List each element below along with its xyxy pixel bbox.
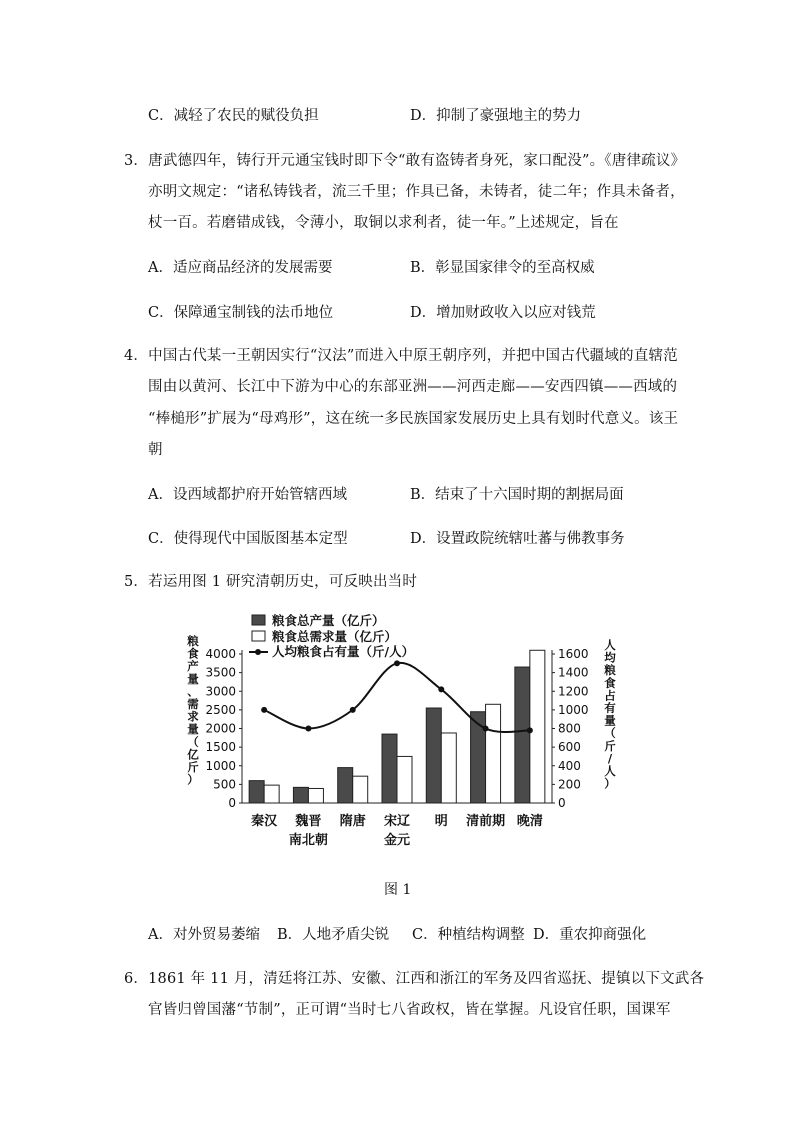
left-axis-label: 求 [187,709,199,724]
q4-stem-line-2: 围由以黄河、长江中下游为中心的东部亚洲——河西走廊——安西四镇——西域的 [148,379,678,395]
bar-production [515,667,530,803]
category-label: 宋辽 [383,814,411,829]
per-capita-point [438,686,444,692]
q3-stem-line-1: 3．唐武德四年，铸行开元通宝钱时即下令“敢有盗铸者身死，家口配没”。《唐律疏议》 [124,153,686,169]
q4-option-b: B．结束了十六国时期的割据局面 [410,487,624,503]
per-capita-point [350,707,356,713]
bar-demand [486,704,501,803]
bar-production [471,712,486,803]
q4-stem-line-4: 朝 [148,442,163,458]
legend-swatch-production [252,615,265,625]
left-axis-label: 亿 [187,747,199,762]
right-axis-label: 人 [604,764,616,778]
right-axis-tick-label: 200 [558,777,581,792]
left-axis-tick-label: 3500 [205,665,236,680]
right-axis-label: 有 [604,701,616,715]
right-axis-label: 食 [604,675,616,690]
right-axis-tick-label: 0 [558,796,566,810]
left-axis-tick-label: 4000 [205,647,236,661]
q3-option-b: B．彰显国家律令的至高权威 [410,260,595,276]
right-axis-label: 粮 [604,663,616,678]
bar-demand [397,756,412,803]
category-label: 秦汉 [251,814,278,829]
q3-stem-line-2: 亦明文规定：“诸私铸钱者，流三千里；作具已备，未铸者，徒二年；作具未备者， [148,184,685,200]
q3-option-c: C．保障通宝制钱的法币地位 [148,305,334,321]
left-axis-label: 产 [187,659,199,674]
right-axis-label: 人 [604,638,616,652]
q4-option-a: A．设西域都护府开始管辖西域 [148,487,347,503]
per-capita-point [527,727,533,733]
category-label: 隋唐 [339,814,366,829]
bar-demand [353,776,368,803]
bar-production [382,734,397,803]
bar-demand [441,733,456,803]
right-axis-label: 斤 [604,738,616,753]
q3-option-a: A．适应商品经济的发展需要 [148,260,333,276]
left-axis-label: ） [187,772,199,787]
q4-option-c: C．使得现代中国版图基本定型 [148,531,348,547]
bar-production [293,787,308,803]
legend-swatch-point [255,649,261,655]
legend-label-production: 粮食总产量（亿斤） [272,613,385,628]
left-axis-tick-label: 1500 [205,740,236,755]
q4-stem-line-3: “棒槌形”扩展为“母鸡形”，这在统一多民族国家发展历史上具有划时代意义。该王 [148,411,679,427]
right-axis-label: / [607,751,613,766]
legend-swatch-demand [252,631,265,641]
q6-stem-line-1: 6．1861 年 11 月，清廷将江苏、安徽、江西和浙江的军务及四省巡抚、提镇以下文武各 [124,971,705,987]
category-label: 晚清 [516,814,543,829]
left-axis-label: 食 [187,646,199,661]
bar-production [426,708,441,803]
left-axis-label: 粮 [187,634,199,648]
bar-production [249,781,264,803]
right-axis-label: 均 [604,650,616,665]
category-label: 清前期 [466,814,506,829]
right-axis-tick-label: 1400 [558,665,589,680]
right-axis-tick-label: 1600 [558,647,589,661]
q2-option-c: C．减轻了农民的赋役负担 [148,108,319,124]
per-capita-point [394,660,400,666]
left-axis-label: 、 [187,684,199,699]
q6-stem-line-2: 官皆归曾国藩“节制”，正可谓“当时七八省政权，皆在掌握。凡设官任职，国课军 [148,1002,671,1018]
figure-1-chart [0,605,794,865]
legend-label-demand: 粮食总需求量（亿斤） [272,629,398,644]
left-axis-tick-label: 2500 [205,702,236,717]
bar-demand [530,650,545,803]
bar-production [338,768,353,803]
q3-stem-line-3: 杖一百。若磨错成钱，令薄小，取铜以求利者，徒一年。”上述规定，旨在 [148,215,619,231]
q5-option-a: A．对外贸易萎缩 [148,927,260,943]
left-axis-tick-label: 3000 [205,684,236,699]
left-axis-label: 量 [187,671,199,686]
right-axis-tick-label: 600 [558,740,581,755]
category-label: 金元 [383,833,411,848]
left-axis-tick-label: 2000 [205,721,236,736]
q5-option-d: D．重农抑商强化 [533,927,647,943]
per-capita-point [305,726,311,732]
right-axis-label: （ [604,726,616,741]
q5-option-c: C．种植结构调整 [412,927,525,943]
right-axis-label: ） [604,776,616,791]
left-axis-tick-label: 500 [213,777,236,792]
left-axis-tick-label: 1000 [205,758,236,773]
right-axis-label: 占 [604,688,616,703]
q5-option-b: B．人地矛盾尖锐 [277,927,390,943]
right-axis-tick-label: 800 [558,721,581,736]
bar-demand [264,785,279,803]
per-capita-point [483,726,489,732]
left-axis-label: 斤 [187,760,199,774]
right-axis-tick-label: 1200 [558,684,589,699]
category-label: 明 [434,814,448,829]
left-axis-label: （ [187,734,199,749]
right-axis-tick-label: 400 [558,758,581,773]
q4-stem-line-1: 4．中国古代某一王朝因实行“汉法”而进入中原王朝序列，并把中国古代疆域的直辖范 [124,348,678,364]
bar-demand [308,788,323,803]
left-axis-tick-label: 0 [228,796,236,810]
category-label: 魏晋 [295,814,322,829]
q3-option-d: D．增加财政收入以应对钱荒 [410,305,596,321]
q4-option-d: D．设置政院统辖吐蕃与佛教事务 [410,531,625,547]
q2-option-d: D．抑制了豪强地主的势力 [410,108,582,124]
figure-caption: 图 1 [384,882,412,898]
right-axis-label: 量 [604,713,616,728]
left-axis-label: 量 [187,722,199,737]
right-axis-tick-label: 1000 [558,702,589,717]
q5-stem-line-1: 5．若运用图 1 研究清朝历史，可反映出当时 [124,574,418,590]
per-capita-point [261,707,267,713]
legend-label-per-capita: 人均粮食占有量（斤/人） [272,644,415,659]
category-label: 南北朝 [288,833,328,848]
left-axis-label: 需 [187,697,199,711]
